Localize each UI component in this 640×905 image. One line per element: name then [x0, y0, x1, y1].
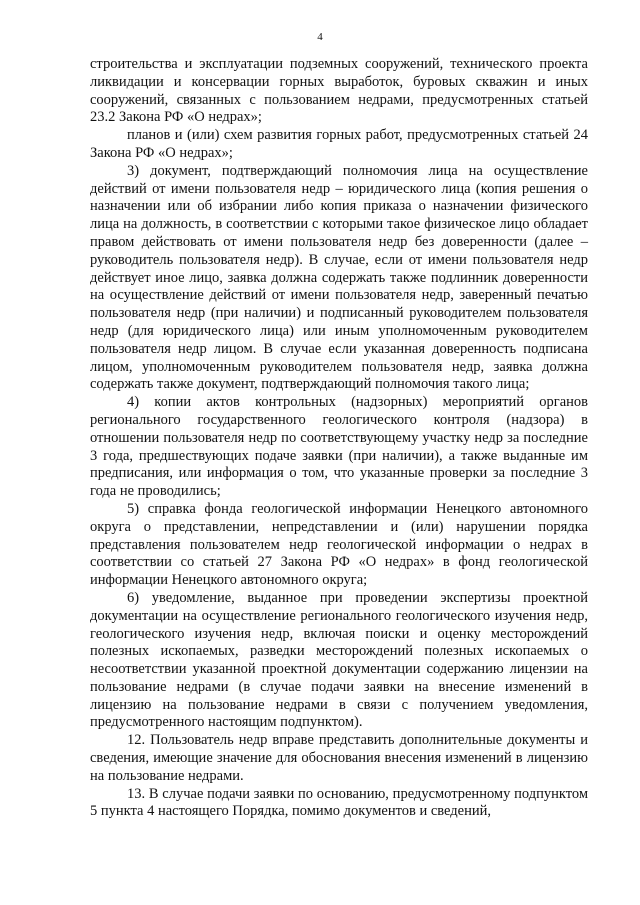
paragraph-continuation: строительства и эксплуатации подземных сооружений, технического проекта ликвидации и консервации горных выработок, буровых скважин и иных сооружений, связанных с пользованием недрами, предусмотренных статьей 23.2 Закона РФ «О недрах»;	[90, 56, 588, 126]
paragraph-item-4: 4) копии актов контрольных (надзорных) мероприятий органов регионального государственного геологического контроля (надзора) в отношении пользователя недр по соответствующему участку недр за последние 3 года, предшествующих подаче заявки (при наличии), а также выданные им предписания, или информация о том, что указанные проверки за последние 3 года не проводились;	[90, 394, 588, 500]
paragraph-clause-12: 12. Пользователь недр вправе представить дополнительные документы и сведения, имеющие значение для обоснования внесения изменений в лицензию на пользование недрами.	[90, 732, 588, 784]
document-body	[90, 56, 588, 821]
page-number: 4	[317, 31, 323, 43]
paragraph-item-6: 6) уведомление, выданное при проведении экспертизы проектной документации на осуществление регионального геологического изучения недр, геологического изучения недр, включая поиски и оценку месторождений полезных ископаемых, разведки месторождений полезных ископаемых о несоответствии указанной проектной документации содержанию лицензии на пользование недрами (в случае подачи заявки на внесение изменений в лицензию на пользование недрами в связи с получением уведомления, предусмотренного настоящим подпунктом).	[90, 589, 588, 731]
paragraph-clause-13: 13. В случае подачи заявки по основанию, предусмотренному подпунктом 5 пункта 4 настоящего Порядка, помимо документов и сведений,	[90, 785, 588, 820]
paragraph-mining-plans: планов и (или) схем развития горных работ, предусмотренных статьей 24 Закона РФ «О недрах»;	[90, 127, 588, 161]
paragraph-item-3: 3) документ, подтверждающий полномочия лица на осуществление действий от имени пользователя недр – юридического лица (копия решения о назначении или об избрании либо копия приказа о назначении физического лица на должность, в соответствии с которыми такое физическое лицо обладает правом действовать от имени пользователя недр без доверенности (далее – руководитель пользователя недр). В случае, если от имени пользователя недр действует иное лицо, заявка должна содержать также подлинник доверенности на осуществление действий от имени пользователя недр, заверенный печатью пользователя недр (при наличии) и подписанный руководителем пользователя недр (для юридического лица) или иным уполномоченным руководителем пользователя недр лицом. В случае если указанная доверенность подписана лицом, уполномоченным руководителем пользователя недр, заявка должна содержать также документ, подтверждающий полномочия такого лица;	[90, 162, 588, 393]
paragraph-item-5: 5) справка фонда геологической информации Ненецкого автономного округа о представлении, непредставлении и (или) нарушении порядка представления пользователем недр геологической информации о недрах в соответствии со статьей 27 Закона РФ «О недрах» в фонд геологической информации Ненецкого автономного округа;	[90, 500, 588, 589]
